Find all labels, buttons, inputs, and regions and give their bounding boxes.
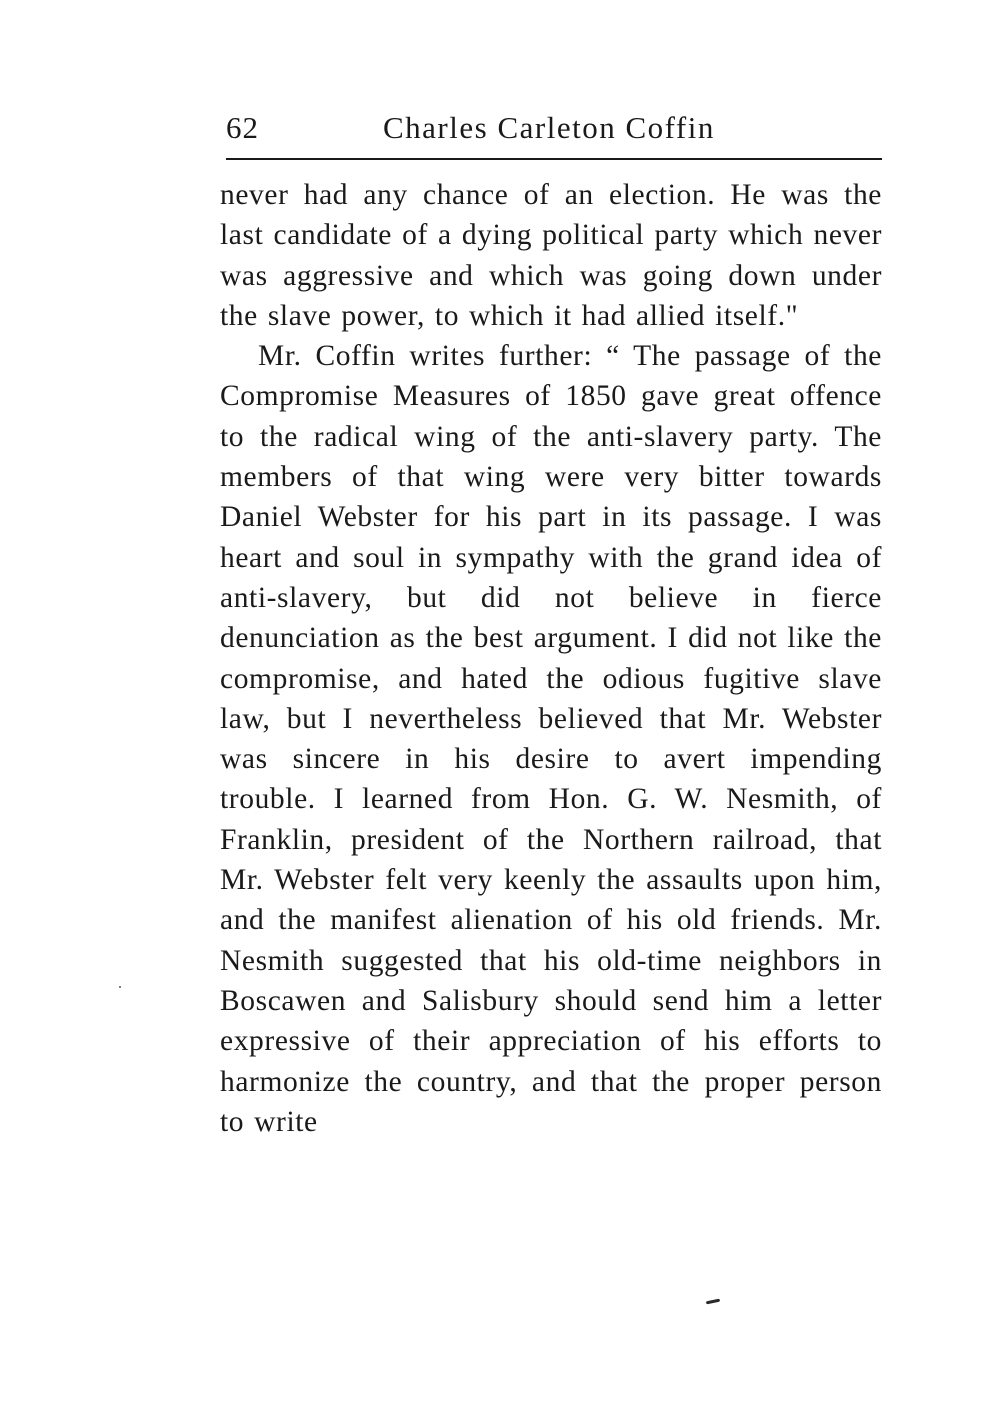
body-text <box>220 175 882 1142</box>
page-number: 62 <box>226 110 259 145</box>
paragraph-2: Mr. Coffin writes further: “ The passage of the Compromise Measures of 1850 gave great offence to the radical wing of the anti-slavery party. The members of that wing were very bitter towards Daniel Webster for his part in its passage. I was heart and soul in sympathy with the grand idea of anti-slavery, but did not believe in fierce denunciation as the best argument. I did not like the compromise, and hated the odious fugitive slave law, but I nevertheless believed that Mr. Webster was sincere in his desire to avert impending trouble. I learned from Hon. G. W. Nesmith, of Franklin, president of the Northern railroad, that Mr. Webster felt very keenly the assaults upon him, and the manifest alienation of his old friends. Mr. Nesmith suggested that his old-time neighbors in Boscawen and Salisbury should send him a letter expressive of their appreciation of his efforts to harmonize the country, and that the proper person to write <box>220 340 882 1138</box>
ink-mark <box>706 1299 720 1305</box>
running-head <box>226 104 882 152</box>
paragraph-1: never had any chance of an election. He was the last candidate of a dying political party which never was aggressive and which was going down under the slave power, to which it had allied itself." <box>220 179 882 332</box>
running-title: Charles Carleton Coffin <box>383 110 715 145</box>
header-rule <box>226 158 882 160</box>
speck-mark <box>119 986 121 988</box>
